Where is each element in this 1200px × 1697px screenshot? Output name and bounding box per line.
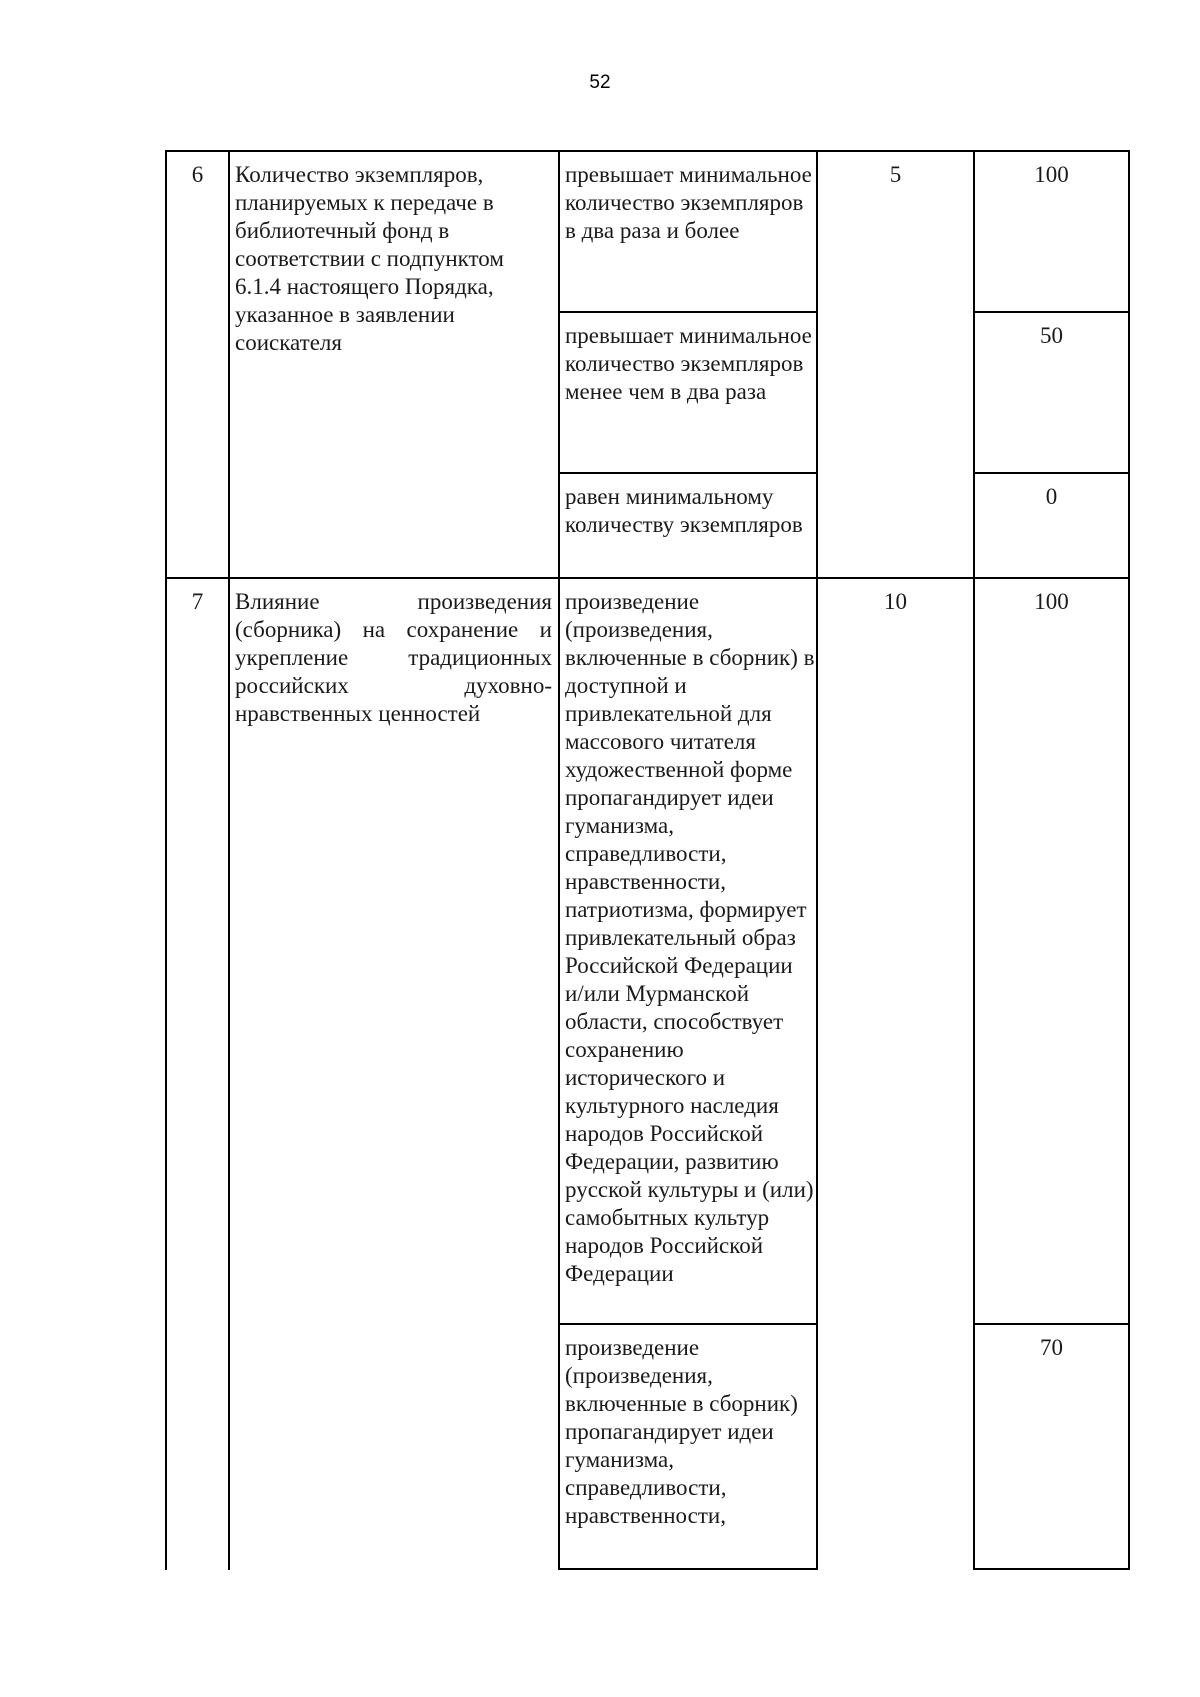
row-7-divider-1: [559, 1323, 818, 1325]
row-7-divider-1-score: [975, 1323, 1130, 1325]
row-6-divider-1-score: [975, 311, 1130, 313]
row-6-criterion: Количество экземпляров, планируемых к передаче в библиотечный фонд в соответствии с подпунктом 6.1.4 настоящего Порядка, указанное в заявлении соискателя: [235, 162, 504, 355]
row-7-weight: 10: [884, 589, 907, 614]
row-7-level-2-score: 70: [1040, 1335, 1063, 1360]
row-7-number: 7: [191, 589, 204, 614]
page-number: 52: [589, 72, 611, 93]
row-7-score-bottom: [975, 1568, 1130, 1570]
row-6-level-1-description: превышает минимальное количество экземпляров в два раза и более: [565, 162, 812, 243]
row-6-number: 6: [191, 162, 204, 187]
row-7-level-1-score: 100: [1034, 589, 1069, 614]
row-7-level-bottom: [559, 1568, 818, 1570]
row-6-weight: 5: [889, 162, 902, 187]
row-7-criterion: Влияние произведения (сборника) на сохранение и укрепление традиционных российских духовно-нравственных ценностей: [235, 589, 552, 726]
row-6-level-1-score: 100: [1034, 162, 1069, 187]
column-divider-criterion: [228, 150, 230, 1570]
column-divider-level-left-row6: [558, 150, 560, 579]
row-7-level-1-description: произведение (произведения, включенные в сборник) в доступной и привлекательной для массового читателя художественной форме пропагандирует идеи гуманизма, справедливости, нравственности, патриотизма, формирует привлекательный образ Российской Федерации и/или Мурманской области, способствует сохранению исторического и культурного наследия народов Российской Федерации, развитию русской культуры и (или) самобытных культур народов Российской Федерации: [565, 589, 815, 1286]
row-6-level-3-score: 0: [1045, 484, 1058, 509]
row-6-divider-2-score: [975, 472, 1130, 474]
table-border-right: [1128, 150, 1130, 1570]
row-6-divider-2: [559, 472, 818, 474]
table-border-top: [165, 150, 1130, 152]
column-divider-level-right: [816, 150, 818, 1570]
row-6-divider-1: [559, 311, 818, 313]
row-6-level-2-score: 50: [1040, 323, 1063, 348]
row-7-level-2-description: произведение (произведения, включенные в сборник) пропагандирует идеи гуманизма, справедливости, нравственности,: [565, 1335, 798, 1528]
row-6-level-3-description: равен минимальному количеству экземпляров: [565, 484, 803, 537]
column-divider-level-left-row7: [558, 577, 560, 1570]
table-border-left: [165, 150, 167, 1570]
row-separator: [165, 577, 1130, 579]
row-6-level-2-description: превышает минимальное количество экземпляров менее чем в два раза: [565, 323, 812, 404]
